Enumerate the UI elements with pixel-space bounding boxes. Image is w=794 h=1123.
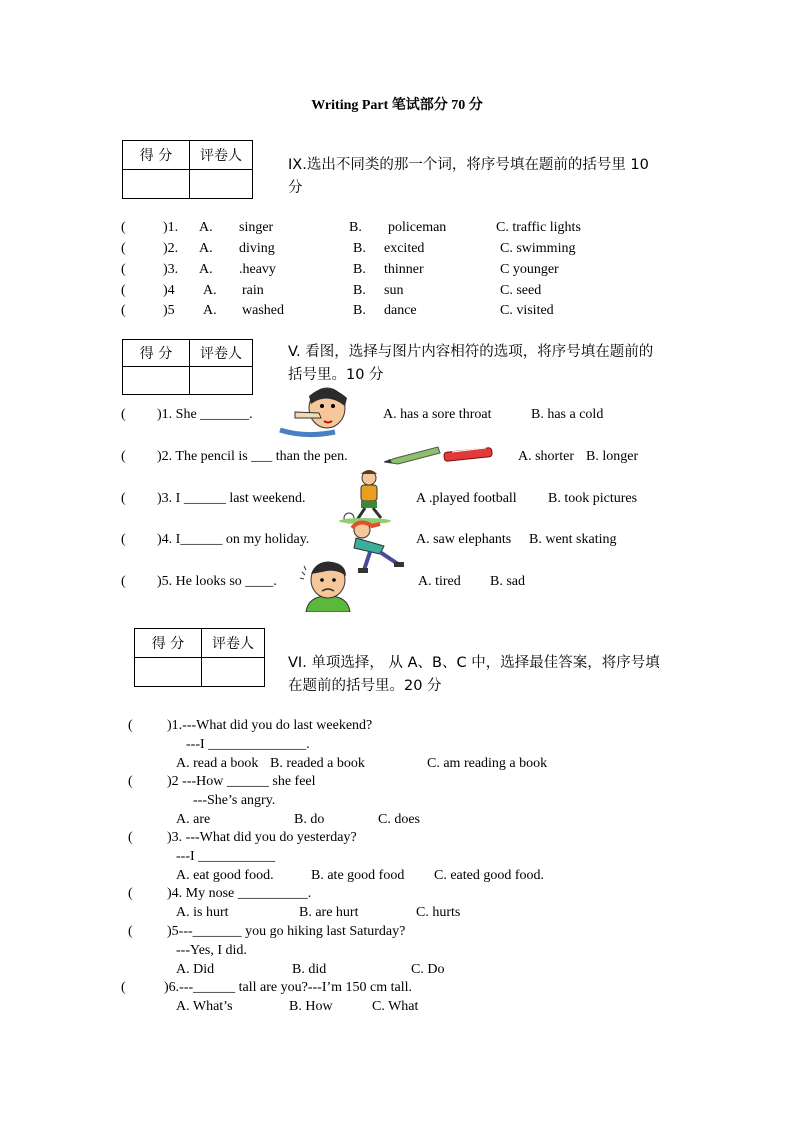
question-text: )2 ---How ______ she feel xyxy=(167,774,316,789)
option-a-letter: A. xyxy=(199,241,213,256)
question-text: )3. I ______ last weekend. xyxy=(157,491,306,506)
question-text: )2. The pencil is ___ than the pen. xyxy=(157,449,348,464)
answer-paren[interactable]: ( xyxy=(121,283,126,298)
option-c: C. What xyxy=(372,999,419,1014)
question-answer-line: ---She’s angry. xyxy=(193,793,276,808)
answer-paren[interactable]: ( xyxy=(121,980,126,995)
option-a: A. read a book xyxy=(176,756,259,771)
grader-label: 评卷人 xyxy=(190,141,253,170)
option-b: B. readed a book xyxy=(270,756,365,771)
question-answer-line: ---I ______________. xyxy=(186,737,310,752)
option-c: C younger xyxy=(500,262,559,277)
option-a: A. Did xyxy=(176,962,215,977)
option-b: B. went skating xyxy=(529,532,617,547)
grader-label: 评卷人 xyxy=(202,629,265,658)
score-cell[interactable] xyxy=(123,170,190,199)
option-b: B. do xyxy=(294,812,325,827)
question-text: )3. ---What did you do yesterday? xyxy=(167,830,357,845)
option-a: A. is hurt xyxy=(176,905,229,920)
question-text: )5---_______ you go hiking last Saturday? xyxy=(167,924,406,939)
question-text: )1. She _______. xyxy=(157,407,253,422)
answer-paren[interactable]: ( xyxy=(121,262,126,277)
option-b: B. How xyxy=(289,999,333,1014)
question-answer-line: ---I ___________ xyxy=(176,849,276,864)
question-text: )1.---What did you do last weekend? xyxy=(167,718,373,733)
score-label: 得 分 xyxy=(123,141,190,170)
option-b-text: dance xyxy=(384,303,417,318)
option-b-letter: B. xyxy=(353,283,366,298)
score-box-1 xyxy=(122,140,253,199)
option-a: A. What’s xyxy=(176,999,233,1014)
option-c: C. Do xyxy=(411,962,445,977)
score-box-2 xyxy=(122,339,253,395)
section2-heading: V. 看图，选择与图片内容相符的选项，将序号填在题前的括号里。10 分 xyxy=(288,344,654,383)
answer-paren[interactable]: ( xyxy=(121,574,126,589)
option-b-letter: B. xyxy=(349,220,362,235)
option-b-text: excited xyxy=(384,241,425,256)
pencil-pen-icon xyxy=(382,444,496,468)
option-b-letter: B. xyxy=(353,303,366,318)
option-a-letter: A. xyxy=(203,283,217,298)
question-text: )5. He looks so ____. xyxy=(157,574,277,589)
grader-cell[interactable] xyxy=(190,367,253,395)
option-a: A. shorter xyxy=(518,449,574,464)
option-b: B. took pictures xyxy=(548,491,638,506)
option-a-text: rain xyxy=(242,283,264,298)
question-answer-line: ---Yes, I did. xyxy=(176,943,247,958)
nosebleed-boy-icon xyxy=(275,386,357,438)
question-number: )4 xyxy=(163,283,175,298)
option-a-letter: A. xyxy=(199,262,213,277)
question-number: )5 xyxy=(163,303,175,318)
option-c: C. am reading a book xyxy=(427,756,548,771)
question-text: )4. I______ on my holiday. xyxy=(157,532,310,547)
option-b: B. has a cold xyxy=(531,407,604,422)
option-b: B. did xyxy=(292,962,327,977)
score-label: 得 分 xyxy=(123,340,190,367)
option-b: B. ate good food xyxy=(311,868,405,883)
score-box-3 xyxy=(134,628,265,687)
answer-paren[interactable]: ( xyxy=(121,407,126,422)
option-a: A. are xyxy=(176,812,211,827)
question-text: )4. My nose __________. xyxy=(167,886,312,901)
option-b: B. sad xyxy=(490,574,525,589)
option-c: C. seed xyxy=(500,283,542,298)
option-a-text: .heavy xyxy=(239,262,276,277)
option-a-letter: A. xyxy=(203,303,217,318)
answer-paren[interactable]: ( xyxy=(121,532,126,547)
football-player-icon xyxy=(335,468,397,524)
answer-paren[interactable]: ( xyxy=(121,220,126,235)
question-text: )6.---______ tall are you?---I’m 150 cm tall. xyxy=(164,980,413,995)
answer-paren[interactable]: ( xyxy=(128,718,133,733)
question-number: )1. xyxy=(163,220,179,235)
option-b-text: sun xyxy=(384,283,404,298)
option-a: A. tired xyxy=(418,574,461,589)
question-number: )3. xyxy=(163,262,179,277)
grader-cell[interactable] xyxy=(202,658,265,687)
score-label: 得 分 xyxy=(135,629,202,658)
answer-paren[interactable]: ( xyxy=(128,924,133,939)
answer-paren[interactable]: ( xyxy=(121,449,126,464)
answer-paren[interactable]: ( xyxy=(128,830,133,845)
option-c: C. eated good food. xyxy=(434,868,545,883)
option-b-text: thinner xyxy=(384,262,424,277)
answer-paren[interactable]: ( xyxy=(121,241,126,256)
option-c: C. visited xyxy=(500,303,554,318)
option-b-letter: B. xyxy=(353,241,366,256)
option-a-text: washed xyxy=(242,303,284,318)
option-c: C. does xyxy=(378,812,420,827)
option-c: C. hurts xyxy=(416,905,461,920)
option-b-text: policeman xyxy=(388,220,447,235)
option-b: B. are hurt xyxy=(299,905,359,920)
score-cell[interactable] xyxy=(123,367,190,395)
option-b: B. longer xyxy=(586,449,639,464)
page-title: Writing Part 笔试部分 70 分 xyxy=(311,98,483,113)
option-a-text: diving xyxy=(239,241,275,256)
section1-heading: IX.选出不同类的那一个词，将序号填在题前的括号里 10 分 xyxy=(288,157,649,196)
option-a: A. eat good food. xyxy=(176,868,274,883)
sad-boy-icon xyxy=(296,558,360,612)
score-cell[interactable] xyxy=(135,658,202,687)
answer-paren[interactable]: ( xyxy=(121,303,126,318)
option-a-text: singer xyxy=(239,220,274,235)
section3-heading: VI. 单项选择， 从 A、B、C 中，选择最佳答案，将序号填在题前的括号里。20 分 xyxy=(288,655,660,694)
answer-paren[interactable]: ( xyxy=(121,491,126,506)
option-a: A .played football xyxy=(416,491,517,506)
option-a: A. has a sore throat xyxy=(383,407,492,422)
option-a-letter: A. xyxy=(199,220,213,235)
grader-cell[interactable] xyxy=(190,170,253,199)
option-c: C. swimming xyxy=(500,241,576,256)
option-b-letter: B. xyxy=(353,262,366,277)
answer-paren[interactable]: ( xyxy=(128,774,133,789)
grader-label: 评卷人 xyxy=(190,340,253,367)
option-c: C. traffic lights xyxy=(496,220,581,235)
answer-paren[interactable]: ( xyxy=(128,886,133,901)
option-a: A. saw elephants xyxy=(416,532,512,547)
question-number: )2. xyxy=(163,241,179,256)
